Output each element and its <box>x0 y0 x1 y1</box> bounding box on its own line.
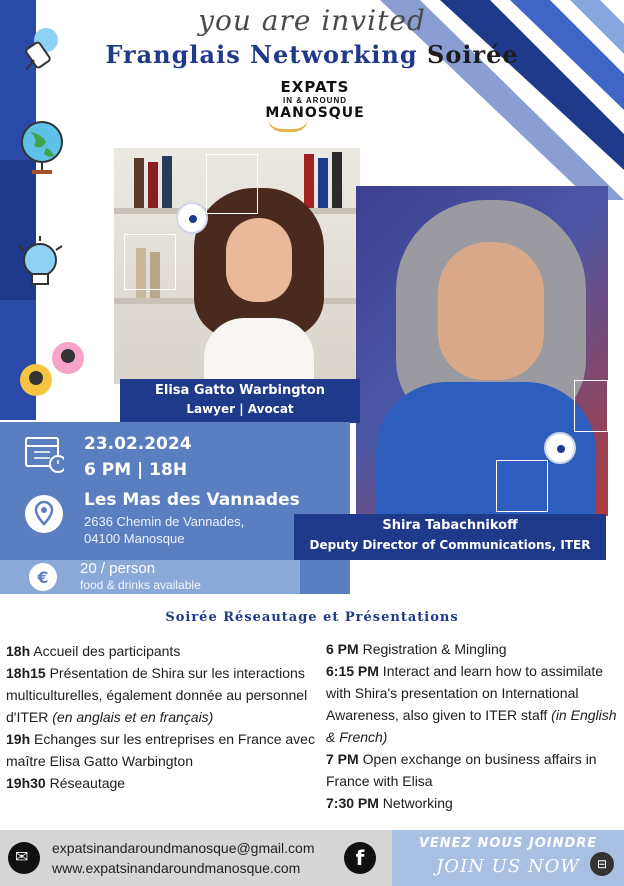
schedule-title: Soirée Réseautage et Présentations <box>165 610 459 625</box>
logo-line-1: EXPATS <box>280 78 350 96</box>
facebook-icon[interactable]: f <box>344 842 376 874</box>
location-pin-icon <box>24 494 64 534</box>
viewer-action-icon[interactable]: ⊟ <box>590 852 614 876</box>
join-text-french: VENEZ NOUS JOINDRE <box>418 836 598 851</box>
schedule-item: 18h15 Présentation de Shira sur les interactions multiculturelles, également donnée au personnel d'ITER (en anglais et en français) <box>6 665 308 725</box>
invitation-subtitle: you are invited <box>198 4 426 37</box>
venue-name: Les Mas des Vannades <box>84 490 300 510</box>
decor-frame <box>496 460 548 512</box>
euro-icon <box>28 562 68 602</box>
decor-frame <box>124 234 176 290</box>
schedule-item: 18h Accueil des participants <box>6 643 181 659</box>
ticket-price: 20 / person <box>80 560 156 577</box>
contact-email[interactable]: expatsinandaroundmanosque@gmail.com <box>52 840 315 856</box>
elisa-name: Elisa Gatto Warbington <box>155 383 325 398</box>
elisa-role: Lawyer | Avocat <box>186 402 294 416</box>
people-chat-icon <box>18 340 88 404</box>
shira-nameplate <box>294 514 606 560</box>
calendar-icon <box>24 434 64 474</box>
venue-address-line-2: 04100 Manosque <box>84 531 185 546</box>
schedule-french <box>6 640 318 794</box>
website-link[interactable]: www.expatsinandaroundmanosque.com <box>52 860 301 876</box>
title-part-2: Soirée <box>427 40 519 69</box>
decor-dot <box>176 202 208 234</box>
logo-line-2: IN & AROUND <box>282 96 348 105</box>
schedule-item: 7 PM Open exchange on business affairs in France with Elisa <box>326 751 597 789</box>
join-text-english: JOIN US NOW <box>436 856 580 877</box>
schedule-item: 19h Echanges sur les entreprises en France avec maître Elisa Gatto Warbington <box>6 731 315 769</box>
shira-role: Deputy Director of Communications, ITER <box>309 538 591 552</box>
svg-text:€: € <box>37 568 49 587</box>
venue-address-line-1: 2636 Chemin de Vannades, <box>84 514 245 529</box>
schedule-item: 6:15 PM Interact and learn how to assimilate with Shira's presentation on International Awareness, also given to ITER staff (in English & French) <box>326 663 617 745</box>
shira-photo <box>356 186 608 516</box>
schedule-item: 6 PM Registration & Mingling <box>326 641 507 657</box>
elisa-nameplate <box>120 379 360 423</box>
decor-dot <box>544 432 576 464</box>
mail-icon[interactable] <box>8 842 40 874</box>
globe-icon <box>18 118 68 178</box>
decor-frame <box>574 380 608 432</box>
food-note: food & drinks available <box>80 578 201 592</box>
schedule-item: 7:30 PM Networking <box>326 795 453 811</box>
schedule-item: 19h30 Réseautage <box>6 775 126 791</box>
lightbulb-icon <box>14 236 70 296</box>
logo-line-3: MANOSQUE <box>265 105 365 121</box>
decor-frame <box>206 154 258 214</box>
event-time: 6 PM | 18H <box>84 460 188 480</box>
schedule-english <box>326 638 618 814</box>
event-date: 23.02.2024 <box>84 434 192 454</box>
page-title <box>0 40 624 69</box>
shira-name: Shira Tabachnikoff <box>382 518 518 533</box>
title-part-1: Franglais Networking <box>105 40 418 69</box>
